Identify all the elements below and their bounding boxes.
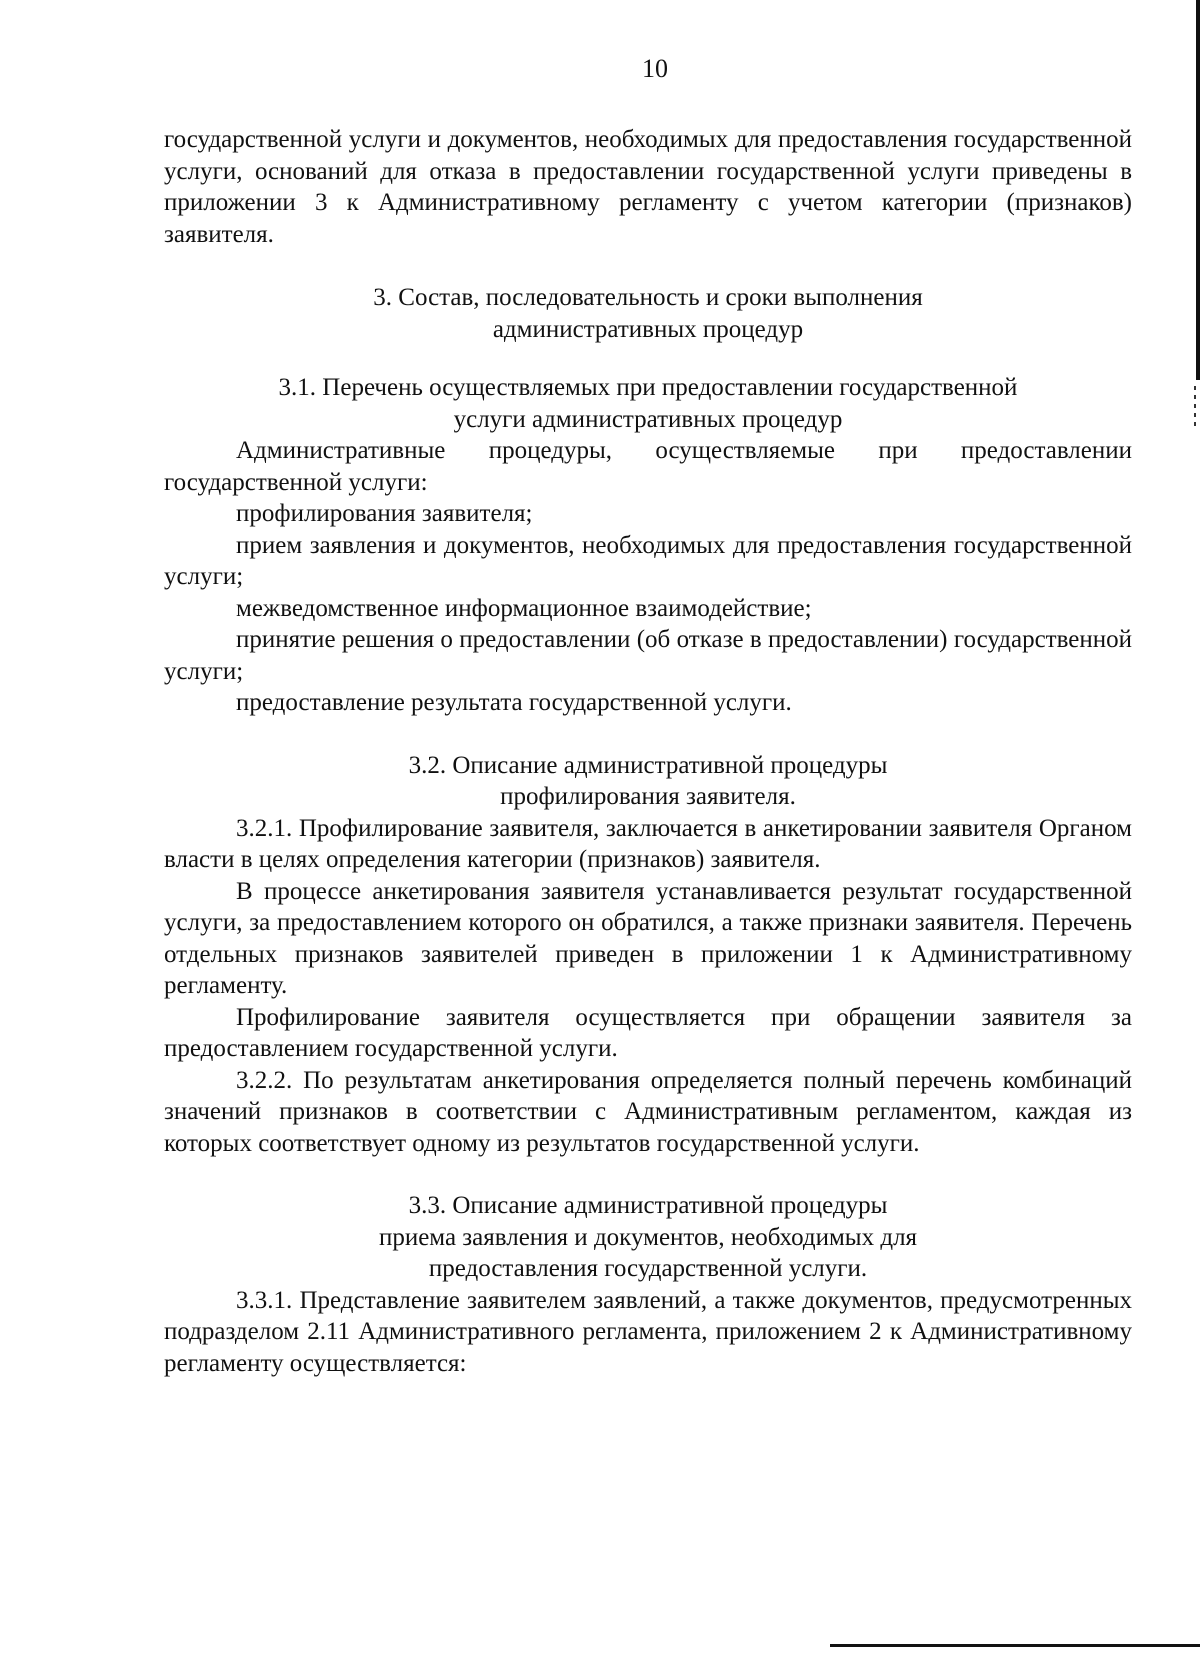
section-3-1-heading bbox=[164, 372, 1132, 435]
section-3-1-heading-line-2: услуги административных процедур bbox=[453, 405, 843, 433]
procedure-item: прием заявления и документов, необходимых для предоставления государственной услуги; bbox=[164, 531, 1132, 590]
page-number: 10 bbox=[642, 54, 668, 83]
paragraph-3-2-2: 3.2.2. По результатам анкетирования определяется полный перечень комбинаций значений признаков в соответствии с Административным регламентом, каждая из которых соответствует одному из результатов государственной услуги. bbox=[164, 1066, 1132, 1157]
procedure-item: профилирования заявителя; bbox=[236, 500, 533, 527]
paragraph-profiling-when: Профилирование заявителя осуществляется при обращении заявителя за предоставлением государственной услуги. bbox=[164, 1003, 1132, 1062]
paragraph-profiling-process: В процессе анкетирования заявителя устанавливается результат государственной услуги, за предоставлением которого он обратился, а также признаки заявителя. Перечень отдельных признаков заявителей приведен в приложении 1 к Административному регламенту. bbox=[164, 877, 1132, 999]
section-3-2-heading-line-1: 3.2. Описание административной процедуры bbox=[408, 751, 888, 779]
paragraph-3-3-1: 3.3.1. Представление заявителем заявлений, а также документов, предусмотренных подразделом 2.11 Административного регламента, приложением 2 к Административному регламенту осуществляется: bbox=[164, 1286, 1132, 1377]
section-3-1-heading-line-1: 3.1. Перечень осуществляемых при предоставлении государственной bbox=[278, 374, 1018, 401]
scan-edge-bottom bbox=[830, 1644, 1200, 1647]
procedure-item: предоставление результата государственной услуги. bbox=[236, 689, 792, 716]
section-3-3-heading-line-2: приема заявления и документов, необходимых для bbox=[378, 1223, 918, 1251]
section-3-heading-line-2: административных процедур bbox=[492, 315, 804, 343]
intro-paragraph: государственной услуги и документов, необходимых для предоставления государственной услуги, оснований для отказа в предоставлении государственной услуги приведены в приложении 3 к Административному регламенту с учетом категории (признаков) заявителя. bbox=[164, 126, 1132, 248]
procedure-item: принятие решения о предоставлении (об отказе в предоставлении) государственной услуги; bbox=[164, 626, 1132, 685]
paragraph-3-2-1: 3.2.1. Профилирование заявителя, заключается в анкетировании заявителя Органом власти в целях определения категории (признаков) заявителя. bbox=[164, 814, 1132, 873]
section-3-3-heading-line-1: 3.3. Описание административной процедуры bbox=[408, 1192, 888, 1219]
section-3-2-heading bbox=[164, 750, 1132, 813]
section-3-3-heading bbox=[164, 1190, 1132, 1285]
document-body bbox=[164, 124, 1132, 1379]
procedure-item: межведомственное информационное взаимодействие; bbox=[236, 594, 812, 622]
scan-edge-marks bbox=[1194, 386, 1196, 426]
section-3-2-heading-line-2: профилирования заявителя. bbox=[500, 783, 796, 810]
section-3-3-heading-line-3: предоставления государственной услуги. bbox=[428, 1255, 868, 1282]
section-3-1-intro: Административные процедуры, осуществляемые при предоставлении государственной услуги: bbox=[164, 437, 1132, 496]
section-3-heading bbox=[164, 282, 1132, 345]
section-3-heading-line-1: 3. Состав, последовательность и сроки выполнения bbox=[373, 284, 923, 311]
